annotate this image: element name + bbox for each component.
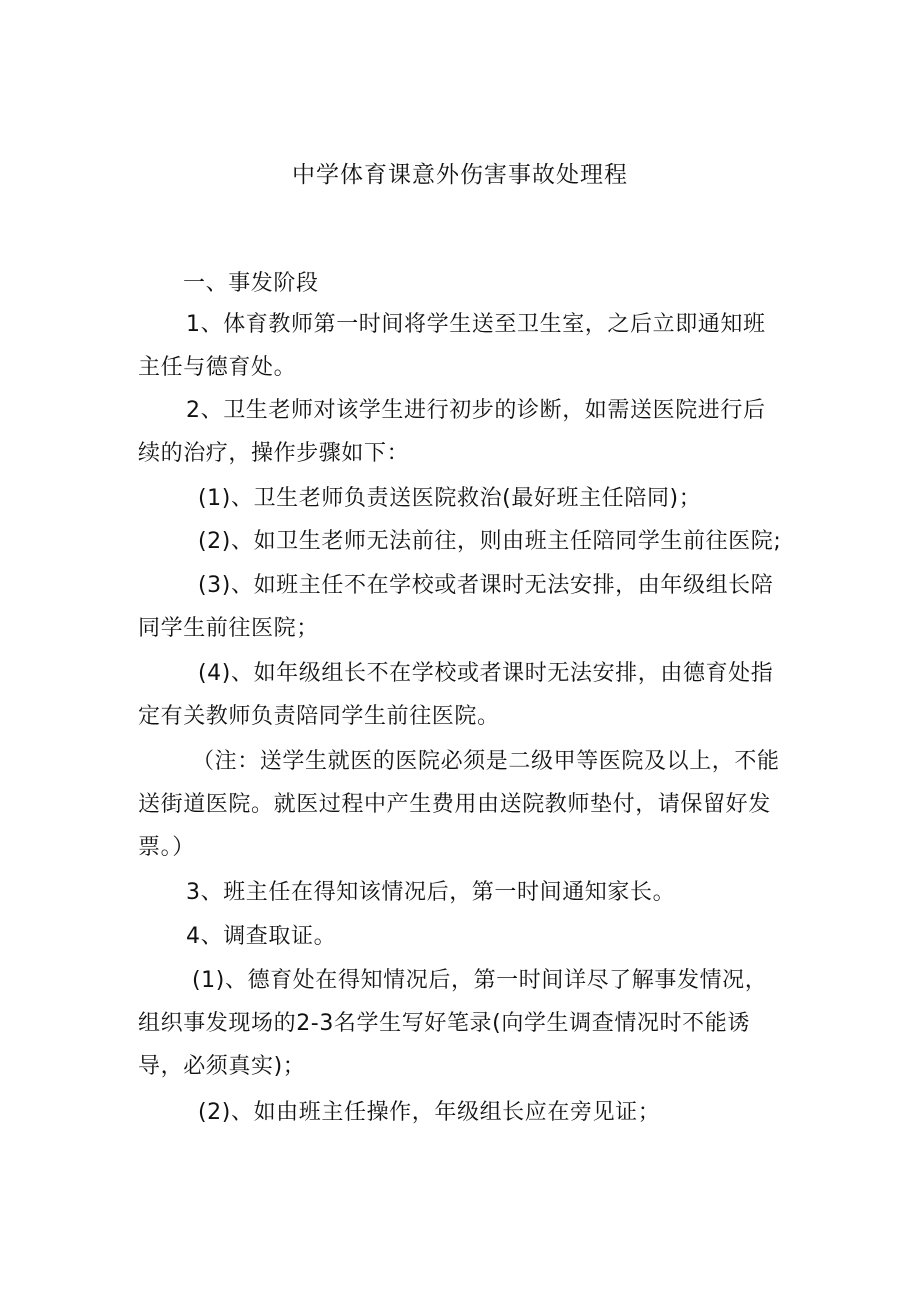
paragraph-line: 组织事发现场的2-3名学生写好笔录(向学生调查情况时不能诱 — [138, 1011, 750, 1036]
paragraph-line: 导，必须真实)； — [138, 1054, 306, 1079]
paragraph-line: (3)、如班主任不在学校或者课时无法安排，由年级组长陪 — [198, 573, 774, 598]
page-title: 中学体育课意外伤害事故处理程 — [292, 162, 628, 188]
paragraph-item-4-sub-2 — [138, 1091, 788, 1134]
paragraph-line: 2、卫生老师对该学生进行初步的诊断，如需送医院进行后 — [186, 398, 766, 423]
paragraph-line: 主任与德育处。 — [138, 355, 297, 380]
paragraph-item-3 — [138, 871, 788, 914]
paragraph-item-4 — [138, 915, 788, 958]
paragraph-item-4-sub-1 — [138, 959, 788, 1088]
paragraph-item-2-sub-3 — [138, 564, 788, 650]
paragraph-line: （注：送学生就医的医院必须是二级甲等医院及以上，不能 — [192, 749, 780, 774]
paragraph-line: 3、班主任在得知该情况后，第一时间通知家长。 — [186, 880, 676, 905]
section-heading-text: 一、事发阶段 — [183, 271, 319, 296]
paragraph-line: (2)、如由班主任操作，年级组长应在旁见证； — [198, 1100, 661, 1125]
paragraph-line: 续的治疗，操作步骤如下： — [138, 441, 410, 466]
paragraph-line: (4)、如年级组长不在学校或者课时无法安排，由德育处指 — [198, 661, 774, 686]
paragraph-line: 定有关教师负责陪同学生前往医院。 — [138, 704, 500, 729]
paragraph-line: 4、调查取证。 — [186, 924, 337, 949]
paragraph-line: (1)、德育处在得知情况后，第一时间详尽了解事发情况， — [192, 968, 768, 993]
paragraph-item-2-sub-1 — [138, 477, 788, 520]
paragraph-line: (1)、卫生老师负责送医院救治(最好班主任陪同)； — [198, 486, 702, 511]
paragraph-line: (2)、如卫生老师无法前往，则由班主任陪同学生前往医院; — [198, 529, 782, 554]
paragraph-line: 票。） — [138, 835, 195, 860]
paragraph-item-2 — [138, 389, 788, 475]
paragraph-line: 送街道医院。就医过程中产生费用由送院教师垫付，请保留好发 — [138, 792, 771, 817]
paragraph-item-1 — [138, 303, 788, 389]
paragraph-line: 同学生前往医院； — [138, 616, 319, 641]
paragraph-line: 1、体育教师第一时间将学生送至卫生室，之后立即通知班 — [186, 312, 766, 337]
paragraph-note — [138, 740, 788, 869]
section-heading — [138, 262, 788, 305]
paragraph-item-2-sub-2 — [138, 520, 788, 563]
paragraph-item-2-sub-4 — [138, 652, 788, 738]
